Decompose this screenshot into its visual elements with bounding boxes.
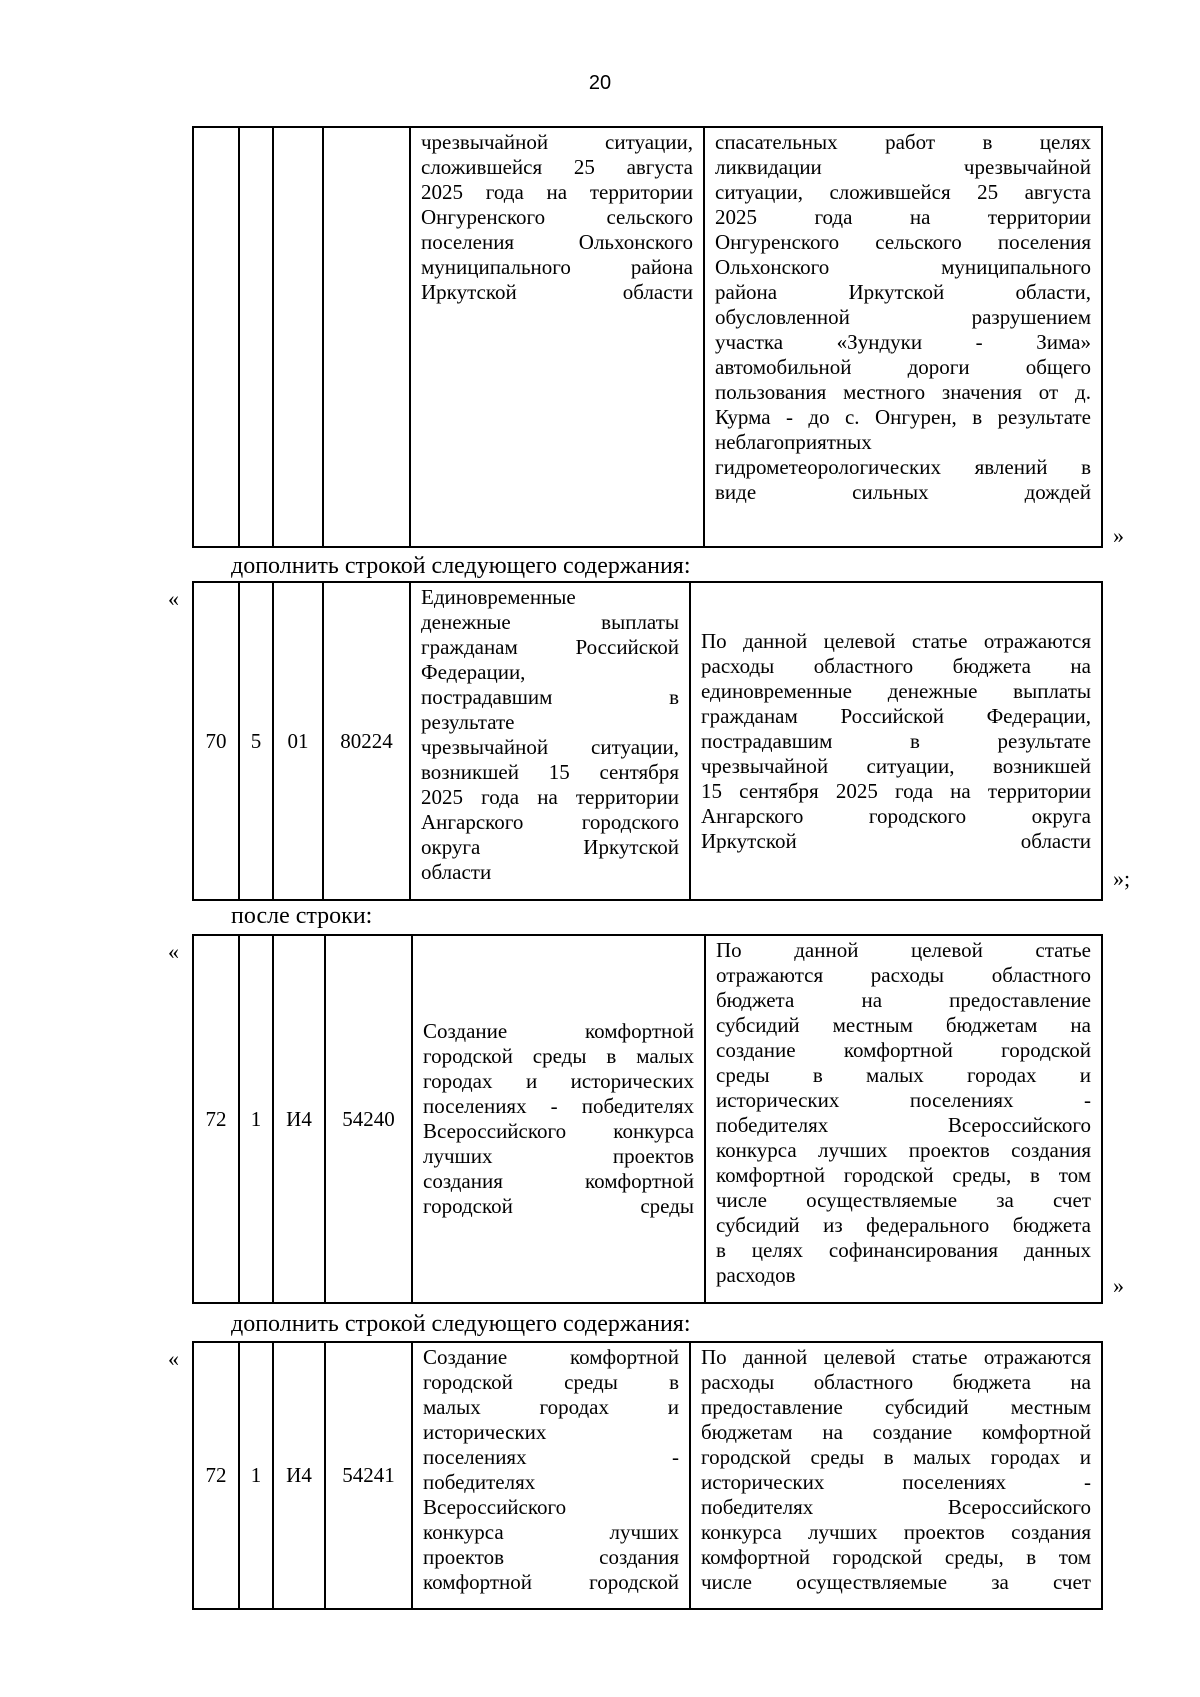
text-line: расходы областного бюджета на	[701, 653, 1091, 678]
code-cell-1	[193, 127, 239, 547]
code-cell-4: 80224	[323, 582, 410, 900]
text-line: проектов создания	[423, 1545, 679, 1569]
text-line: По данной целевой статье отражаются	[701, 1345, 1091, 1369]
text-line: спасательных работ в целях	[715, 130, 1091, 154]
text-line: комфортной городской среды, в том	[716, 1163, 1091, 1187]
text-line: пострадавшим в результате	[701, 728, 1091, 753]
text-line: исторических поселениях -	[701, 1470, 1091, 1494]
text-line: комфортной городской	[423, 1570, 679, 1594]
text-line: расходы областного бюджета на	[701, 1370, 1091, 1394]
text-line: Онгуренского сельского поселения	[715, 230, 1091, 254]
text-line: Ангарского городского	[421, 810, 679, 834]
budget-row-added	[192, 581, 1103, 901]
text-line: победителях Всероссийского	[716, 1113, 1091, 1137]
code-cell-2: 1	[239, 935, 273, 1303]
code-cell-2: 5	[239, 582, 273, 900]
text-line: автомобильной дороги общего	[715, 355, 1091, 379]
text-line: победителях	[423, 1470, 536, 1494]
text-line: муниципального района	[421, 255, 693, 279]
text-line: По данной целевой статье отражаются	[701, 628, 1091, 653]
text-line: городской среды	[423, 1194, 694, 1218]
text-line: пользования местного значения от д.	[715, 380, 1091, 404]
item-description-cell	[690, 1342, 1102, 1609]
budget-row-reference	[192, 934, 1103, 1304]
item-name-cell	[412, 935, 705, 1303]
text-line: Ангарского городского округа	[701, 803, 1091, 828]
code-cell-3: И4	[273, 935, 325, 1303]
text-line: сложившейся 25 августа	[421, 155, 693, 179]
text-line: области	[421, 860, 492, 884]
text-line: отражаются расходы областного	[716, 963, 1091, 987]
text-line: городах и исторических	[423, 1069, 694, 1093]
code-cell-1: 72	[193, 1342, 239, 1609]
text-line: городской среды в малых городах и	[701, 1445, 1091, 1469]
item-description-cell	[704, 127, 1102, 547]
text-line: единовременные денежные выплаты	[701, 678, 1091, 703]
closing-quote: »	[1113, 1273, 1124, 1298]
text-line: конкурса лучших проектов создания	[701, 1520, 1091, 1544]
opening-quote: «	[168, 939, 179, 964]
text-line: чрезвычайной ситуации,	[421, 735, 679, 759]
text-line: городской среды в малых	[423, 1044, 694, 1068]
text-line: 2025 года на территории	[421, 785, 679, 809]
budget-row-continued	[192, 126, 1103, 548]
text-line: обусловленной разрушением	[715, 305, 1091, 329]
code-cell-1: 70	[193, 582, 239, 900]
text-line: гидрометеорологических явлений в	[715, 455, 1091, 479]
text-line: создания комфортной	[423, 1169, 694, 1193]
instruction-caption: после строки:	[231, 903, 373, 929]
text-line: в целях софинансирования данных	[716, 1238, 1091, 1262]
instruction-caption: дополнить строкой следующего содержания:	[231, 1311, 691, 1337]
item-name-cell	[412, 1342, 690, 1609]
code-cell-3: И4	[273, 1342, 325, 1609]
text-line: создание комфортной городской	[716, 1038, 1091, 1062]
text-line: Онгуренского сельского	[421, 205, 693, 229]
text-line: 2025 года на территории	[421, 180, 693, 204]
code-cell-4: 54241	[325, 1342, 412, 1609]
text-line: результате	[421, 710, 515, 734]
text-line: малых городах и	[423, 1395, 679, 1419]
text-line: Всероссийского	[423, 1495, 567, 1519]
text-line: исторических поселениях -	[716, 1088, 1091, 1112]
text-line: лучших проектов	[423, 1144, 694, 1168]
code-cell-4	[323, 127, 410, 547]
text-line: городской среды в	[423, 1370, 679, 1394]
text-line: виде сильных дождей	[715, 480, 1091, 504]
code-cell-2	[239, 127, 273, 547]
text-line: Иркутской области	[701, 828, 1091, 853]
text-line: участка «Зундуки - Зима»	[715, 330, 1091, 354]
text-line: поселениях - победителях	[423, 1094, 694, 1118]
text-line: расходов	[716, 1263, 796, 1287]
closing-quote: »;	[1113, 866, 1131, 891]
text-line: поселениях -	[423, 1445, 679, 1469]
text-line: 2025 года на территории	[715, 205, 1091, 229]
text-line: Иркутской области	[421, 280, 693, 304]
text-line: Единовременные	[421, 585, 576, 609]
text-line: чрезвычайной ситуации, возникшей	[701, 753, 1091, 778]
code-cell-2: 1	[239, 1342, 273, 1609]
closing-quote: »	[1113, 523, 1124, 548]
text-line: чрезвычайной ситуации,	[421, 130, 693, 154]
text-line: неблагоприятных	[715, 430, 872, 454]
text-line: поселения Ольхонского	[421, 230, 693, 254]
text-line: комфортной городской среды, в том	[701, 1545, 1091, 1569]
budget-row-added	[192, 1341, 1103, 1610]
text-line: Создание комфортной	[423, 1345, 679, 1369]
text-line: района Иркутской области,	[715, 280, 1091, 304]
text-line: конкурса лучших	[423, 1520, 679, 1544]
item-name-cell	[410, 582, 690, 900]
text-line: победителях Всероссийского	[701, 1495, 1091, 1519]
text-line: По данной целевой статье	[716, 938, 1091, 962]
text-line: среды в малых городах и	[716, 1063, 1091, 1087]
item-description-cell	[690, 582, 1102, 900]
text-line: Курма - до с. Онгурен, в результате	[715, 405, 1091, 429]
instruction-caption: дополнить строкой следующего содержания:	[231, 553, 691, 579]
code-cell-3	[273, 127, 323, 547]
text-line: Федерации,	[421, 660, 526, 684]
text-line: гражданам Российской	[421, 635, 679, 659]
text-line: округа Иркутской	[421, 835, 679, 859]
text-line: ликвидации чрезвычайной	[715, 155, 1091, 179]
text-line: бюджетам на создание комфортной	[701, 1420, 1091, 1444]
page-number: 20	[588, 72, 612, 94]
text-line: субсидий местным бюджетам на	[716, 1013, 1091, 1037]
text-line: числе осуществляемые за счет	[716, 1188, 1091, 1212]
code-cell-4: 54240	[325, 935, 412, 1303]
text-line: ситуации, сложившейся 25 августа	[715, 180, 1091, 204]
text-line: гражданам Российской Федерации,	[701, 703, 1091, 728]
text-line: возникшей 15 сентября	[421, 760, 679, 784]
code-cell-1: 72	[193, 935, 239, 1303]
text-line: денежные выплаты	[421, 610, 679, 634]
text-line: бюджета на предоставление	[716, 988, 1091, 1012]
text-line: конкурса лучших проектов создания	[716, 1138, 1091, 1162]
item-description-cell	[705, 935, 1102, 1303]
text-line: Ольхонского муниципального	[715, 255, 1091, 279]
text-line: пострадавшим в	[421, 685, 679, 709]
code-cell-3: 01	[273, 582, 323, 900]
text-line: Всероссийского конкурса	[423, 1119, 694, 1143]
opening-quote: «	[168, 586, 179, 611]
item-name-cell	[410, 127, 704, 547]
text-line: Создание комфортной	[423, 1019, 694, 1043]
text-line: числе осуществляемые за счет	[701, 1570, 1091, 1594]
text-line: 15 сентября 2025 года на территории	[701, 778, 1091, 803]
text-line: исторических	[423, 1420, 547, 1444]
opening-quote: «	[168, 1346, 179, 1371]
text-line: предоставление субсидий местным	[701, 1395, 1091, 1419]
text-line: субсидий из федерального бюджета	[716, 1213, 1091, 1237]
